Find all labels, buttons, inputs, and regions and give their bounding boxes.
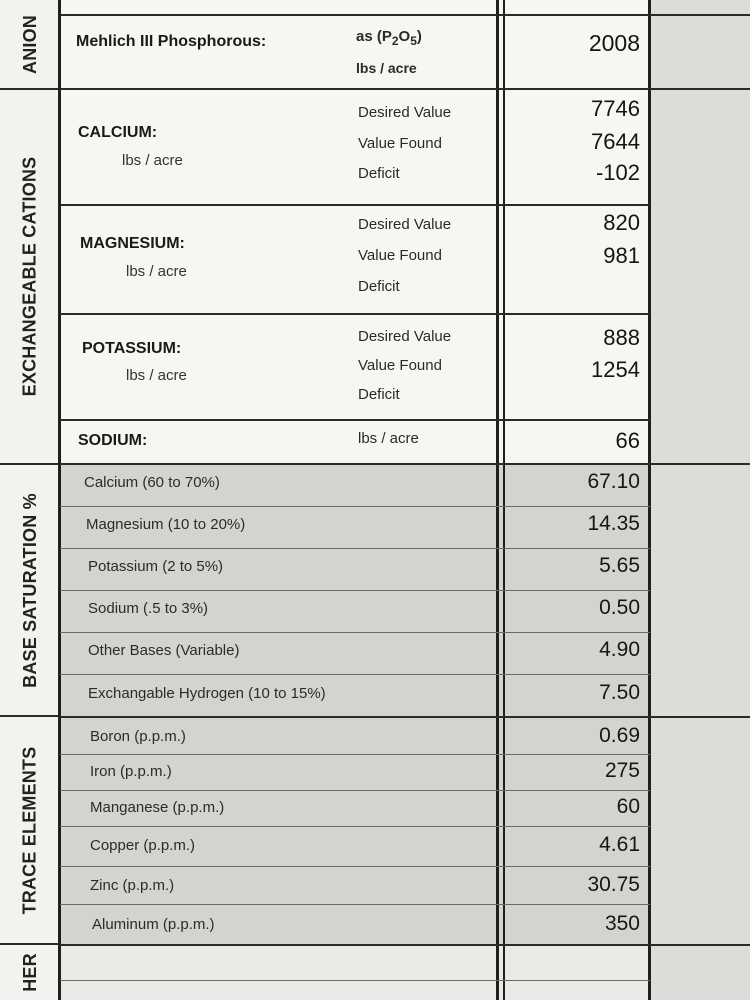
trace-element-row-value: 4.61 xyxy=(599,833,640,856)
magnesium-desired-label: Desired Value xyxy=(358,216,452,233)
calcium-deficit-label: Deficit xyxy=(358,165,400,182)
section-other xyxy=(0,945,60,1000)
phosphorous-label: Mehlich III Phosphorous: xyxy=(76,33,267,50)
phosphorous-value: 2008 xyxy=(588,30,640,56)
calcium-desired-label: Desired Value xyxy=(358,104,452,121)
base-saturation-row-value: 7.50 xyxy=(599,681,640,704)
potassium-found: 1254 xyxy=(591,357,640,382)
section-anion xyxy=(0,0,60,90)
trace-element-row-label: Copper (p.p.m.) xyxy=(90,837,196,854)
magnesium-found-label: Value Found xyxy=(358,247,442,264)
calcium-deficit: -102 xyxy=(595,160,640,185)
calcium-desired: 7746 xyxy=(591,96,640,121)
section-exchangeable-cations-label: EXCHANGEABLE CATIONS xyxy=(19,156,40,397)
section-anion-label: ANION xyxy=(19,14,40,74)
potassium-found-label: Value Found xyxy=(358,357,442,374)
section-base-saturation-label: BASE SATURATION % xyxy=(19,492,40,688)
calcium-unit: lbs / acre xyxy=(122,152,183,169)
potassium-label: POTASSIUM: xyxy=(82,340,182,357)
base-saturation-row-label: Exchangable Hydrogen (10 to 15%) xyxy=(88,685,326,702)
potassium-unit: lbs / acre xyxy=(126,367,187,384)
trace-element-row-label: Manganese (p.p.m.) xyxy=(90,799,225,816)
sodium-unit: lbs / acre xyxy=(358,430,419,447)
section-other-label: HER xyxy=(19,953,40,992)
base-saturation-row-label: Potassium (2 to 5%) xyxy=(88,558,224,575)
section-base-saturation xyxy=(0,465,60,717)
base-saturation-row-label: Sodium (.5 to 3%) xyxy=(88,600,209,617)
section-exchangeable-cations xyxy=(0,90,60,465)
trace-element-row-value: 30.75 xyxy=(587,873,640,896)
trace-element-row-label: Zinc (p.p.m.) xyxy=(90,877,175,894)
trace-element-row-value: 0.69 xyxy=(599,724,640,747)
magnesium-desired: 820 xyxy=(603,210,640,235)
phosphorous-unit-formula: as $(P_2O_5)$ xyxy=(356,28,422,48)
base-saturation-row-value: 0.50 xyxy=(599,596,640,619)
trace-element-row-value: 60 xyxy=(616,795,640,818)
magnesium-label: MAGNESIUM: xyxy=(80,235,185,252)
base-saturation-row-value: 4.90 xyxy=(599,638,640,661)
calcium-found: 7644 xyxy=(591,129,640,154)
base-saturation-row-label: Magnesium (10 to 20%) xyxy=(86,516,246,533)
trace-element-row-value: 275 xyxy=(604,759,640,782)
phosphorous-unit: lbs / acre xyxy=(356,60,417,76)
base-saturation-row-value: 14.35 xyxy=(587,512,640,535)
calcium-found-label: Value Found xyxy=(358,135,442,152)
section-trace-elements-label: TRACE ELEMENTS xyxy=(19,746,40,914)
calcium-label: CALCIUM: xyxy=(78,124,158,141)
sodium-label: SODIUM: xyxy=(78,432,148,449)
base-saturation-row-value: 5.65 xyxy=(599,554,640,577)
potassium-deficit-label: Deficit xyxy=(358,386,400,403)
base-saturation-row-label: Calcium (60 to 70%) xyxy=(84,474,220,491)
section-strip xyxy=(0,0,60,1000)
section-trace-elements xyxy=(0,717,60,945)
magnesium-found: 981 xyxy=(603,243,640,268)
magnesium-deficit-label: Deficit xyxy=(358,278,400,295)
trace-element-row-label: Iron (p.p.m.) xyxy=(90,763,172,780)
trace-element-row-label: Boron (p.p.m.) xyxy=(90,728,186,745)
trace-element-row-label: Aluminum (p.p.m.) xyxy=(92,916,215,933)
base-saturation-row-label: Other Bases (Variable) xyxy=(88,642,240,659)
report-table xyxy=(60,0,750,1000)
potassium-desired-label: Desired Value xyxy=(358,328,452,345)
magnesium-unit: lbs / acre xyxy=(126,263,187,280)
potassium-desired: 888 xyxy=(603,325,640,350)
trace-element-row-value: 350 xyxy=(604,912,640,935)
base-saturation-row-value: 67.10 xyxy=(587,470,640,493)
sodium-value: 66 xyxy=(615,428,640,453)
